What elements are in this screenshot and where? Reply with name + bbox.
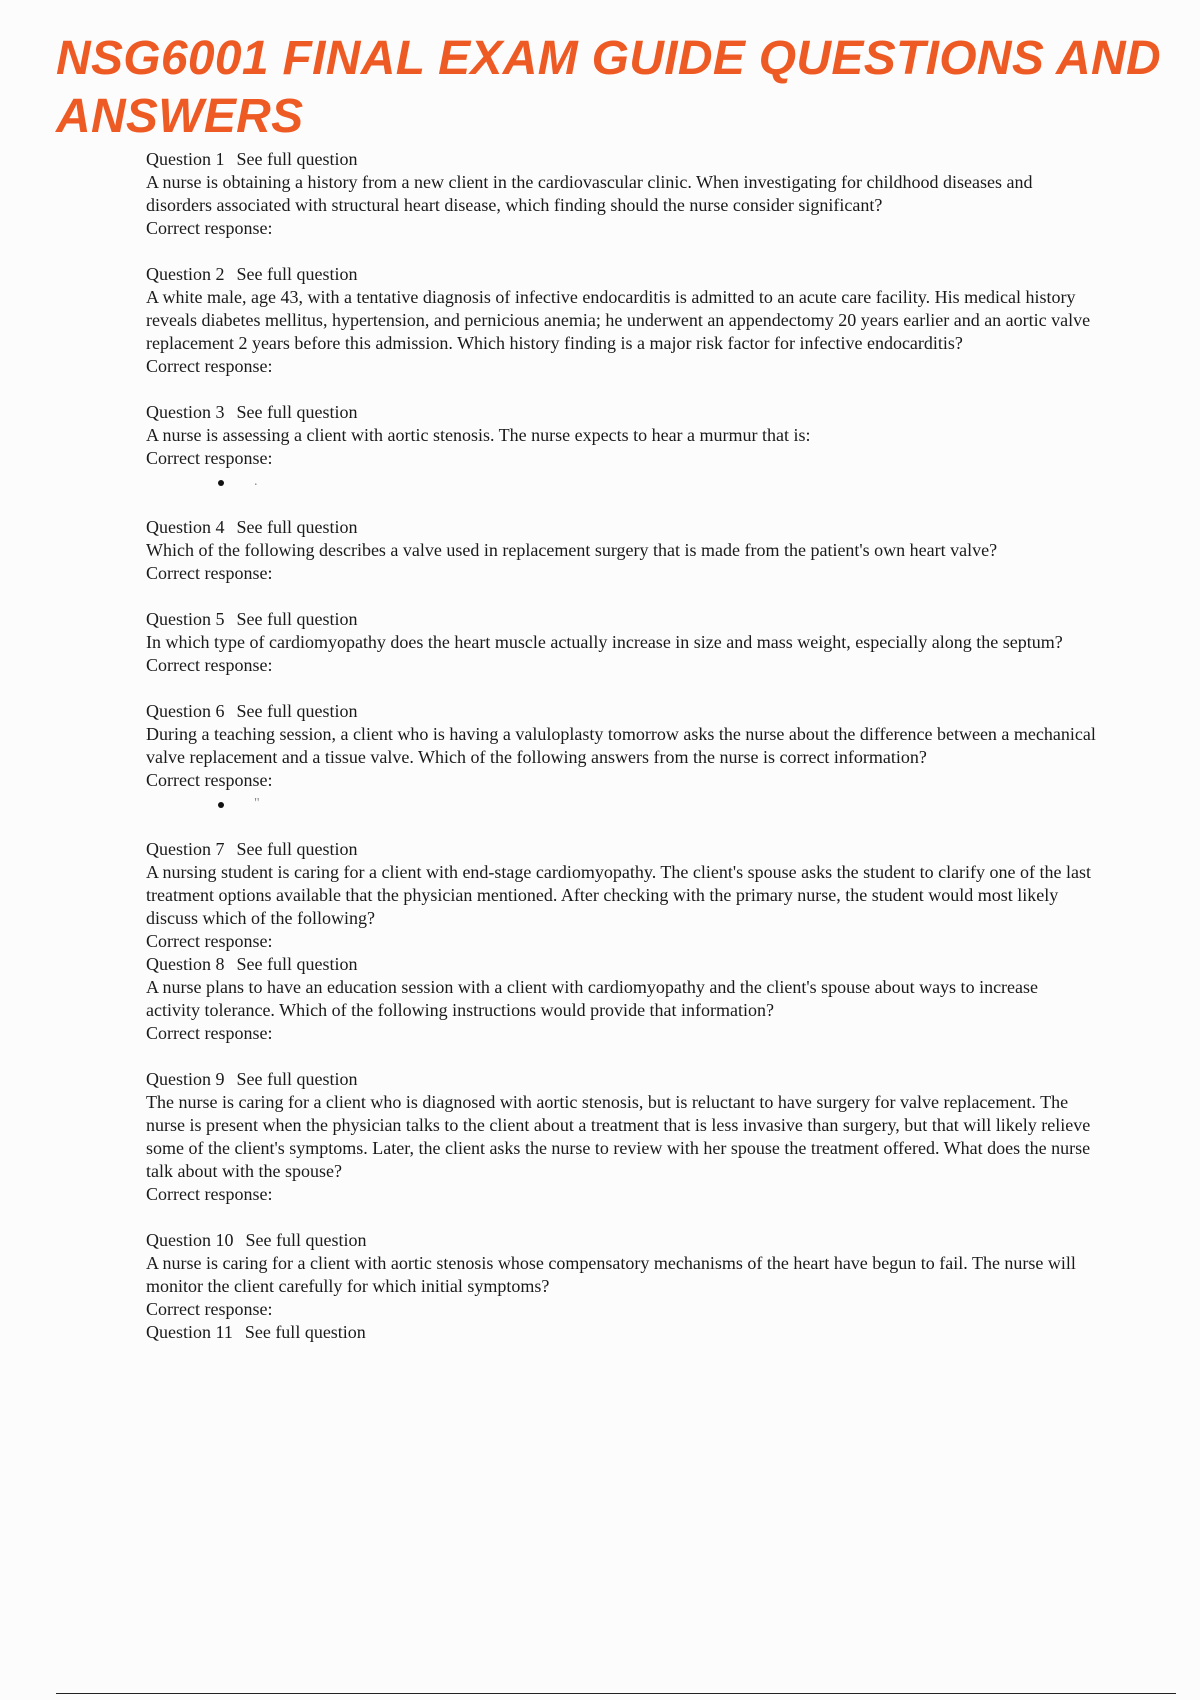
question-text: A nurse is assessing a client with aortic stenosis. The nurse expects to hear a murmur that is: — [146, 425, 811, 445]
bullet-mark: . — [254, 474, 258, 489]
question-label: Question 5 — [146, 609, 225, 629]
question-block — [146, 1321, 1096, 1344]
correct-response-label: Correct response: — [146, 1184, 273, 1204]
question-header — [146, 516, 1096, 539]
question-label: Question 11 — [146, 1322, 233, 1342]
question-text: In which type of cardiomyopathy does the heart muscle actually increase in size and mass weight, especially along the septum? — [146, 632, 1063, 652]
correct-response-label: Correct response: — [146, 448, 273, 468]
footer-divider — [56, 1693, 1176, 1694]
question-header — [146, 700, 1096, 723]
document-title: NSG6001 FINAL EXAM GUIDE QUESTIONS AND ANSWERS — [56, 32, 1161, 143]
question-label: Question 4 — [146, 517, 225, 537]
question-text: The nurse is caring for a client who is diagnosed with aortic stenosis, but is reluctant to have surgery for valve replacement. The nurse is present when the physician talks to the client about a treatment that is less invasive than surgery, but that will likely relieve some of the client's symptoms. Later, the client asks the nurse to review with her spouse the treatment offered. What does the nurse talk about with the spouse? — [146, 1092, 1091, 1181]
correct-response-label: Correct response: — [146, 655, 273, 675]
correct-response-label: Correct response: — [146, 356, 273, 376]
question-header — [146, 401, 1096, 424]
question-text: A nursing student is caring for a client with end-stage cardiomyopathy. The client's spouse asks the student to clarify one of the last treatment options available that the physician mentioned. After checking with the primary nurse, the student would most likely discuss which of the following? — [146, 862, 1092, 928]
question-block — [146, 148, 1096, 240]
see-full-question-link[interactable]: See full question — [236, 264, 358, 284]
question-block — [146, 838, 1096, 953]
correct-response-label: Correct response: — [146, 1023, 273, 1043]
response-bullet-list — [146, 470, 1096, 493]
question-label: Question 8 — [146, 954, 225, 974]
see-full-question-link[interactable]: See full question — [244, 1322, 366, 1342]
see-full-question-link[interactable]: See full question — [236, 149, 358, 169]
question-text: A nurse plans to have an education session with a client with cardiomyopathy and the client's spouse about ways to increase activity tolerance. Which of the following instructions would provide that information? — [146, 977, 1039, 1020]
response-bullet — [182, 470, 1096, 493]
bullet-dot-icon — [218, 802, 224, 808]
question-block — [146, 700, 1096, 815]
question-header — [146, 148, 1096, 171]
correct-response-label: Correct response: — [146, 770, 273, 790]
question-header — [146, 1321, 1096, 1344]
question-block — [146, 953, 1096, 1045]
question-label: Question 2 — [146, 264, 225, 284]
question-label: Question 7 — [146, 839, 225, 859]
question-header — [146, 608, 1096, 631]
question-label: Question 1 — [146, 149, 225, 169]
question-text: A nurse is caring for a client with aortic stenosis whose compensatory mechanisms of the heart have begun to fail. The nurse will monitor the client carefully for which initial symptoms? — [146, 1253, 1076, 1296]
see-full-question-link[interactable]: See full question — [236, 517, 358, 537]
question-block — [146, 516, 1096, 585]
question-header — [146, 1229, 1096, 1252]
see-full-question-link[interactable]: See full question — [236, 1069, 358, 1089]
question-block — [146, 1229, 1096, 1321]
question-text: A white male, age 43, with a tentative diagnosis of infective endocarditis is admitted to an acute care facility. His medical history reveals diabetes mellitus, hypertension, and pernicious anemia; he underwent an appendectomy 20 years earlier and an aortic valve replacement 2 years before this admission. Which history finding is a major risk factor for infective endocarditis? — [146, 287, 1091, 353]
see-full-question-link[interactable]: See full question — [236, 609, 358, 629]
question-header — [146, 263, 1096, 286]
correct-response-label: Correct response: — [146, 931, 273, 951]
question-label: Question 10 — [146, 1230, 234, 1250]
see-full-question-link[interactable]: See full question — [236, 402, 358, 422]
question-text: A nurse is obtaining a history from a new client in the cardiovascular clinic. When investigating for childhood diseases and disorders associated with structural heart disease, which finding should the nurse consider significant? — [146, 172, 1033, 215]
correct-response-label: Correct response: — [146, 218, 273, 238]
question-header — [146, 953, 1096, 976]
see-full-question-link[interactable]: See full question — [236, 954, 358, 974]
question-label: Question 9 — [146, 1069, 225, 1089]
question-list — [146, 148, 1096, 1344]
correct-response-label: Correct response: — [146, 563, 273, 583]
correct-response-label: Correct response: — [146, 1299, 273, 1319]
response-bullet-list — [146, 792, 1096, 815]
bullet-dot-icon — [218, 480, 224, 486]
response-bullet — [182, 792, 1096, 815]
see-full-question-link[interactable]: See full question — [245, 1230, 367, 1250]
question-text: During a teaching session, a client who is having a valuloplasty tomorrow asks the nurse about the difference between a mechanical valve replacement and a tissue valve. Which of the following answers from the nurse is correct information? — [146, 724, 1096, 767]
question-header — [146, 838, 1096, 861]
question-block — [146, 263, 1096, 378]
question-block — [146, 401, 1096, 493]
question-text: Which of the following describes a valve used in replacement surgery that is made from the patient's own heart valve? — [146, 540, 998, 560]
see-full-question-link[interactable]: See full question — [236, 701, 358, 721]
question-header — [146, 1068, 1096, 1091]
bullet-mark: " — [254, 796, 260, 811]
question-label: Question 3 — [146, 402, 225, 422]
see-full-question-link[interactable]: See full question — [236, 839, 358, 859]
question-label: Question 6 — [146, 701, 225, 721]
question-block — [146, 608, 1096, 677]
question-block — [146, 1068, 1096, 1206]
